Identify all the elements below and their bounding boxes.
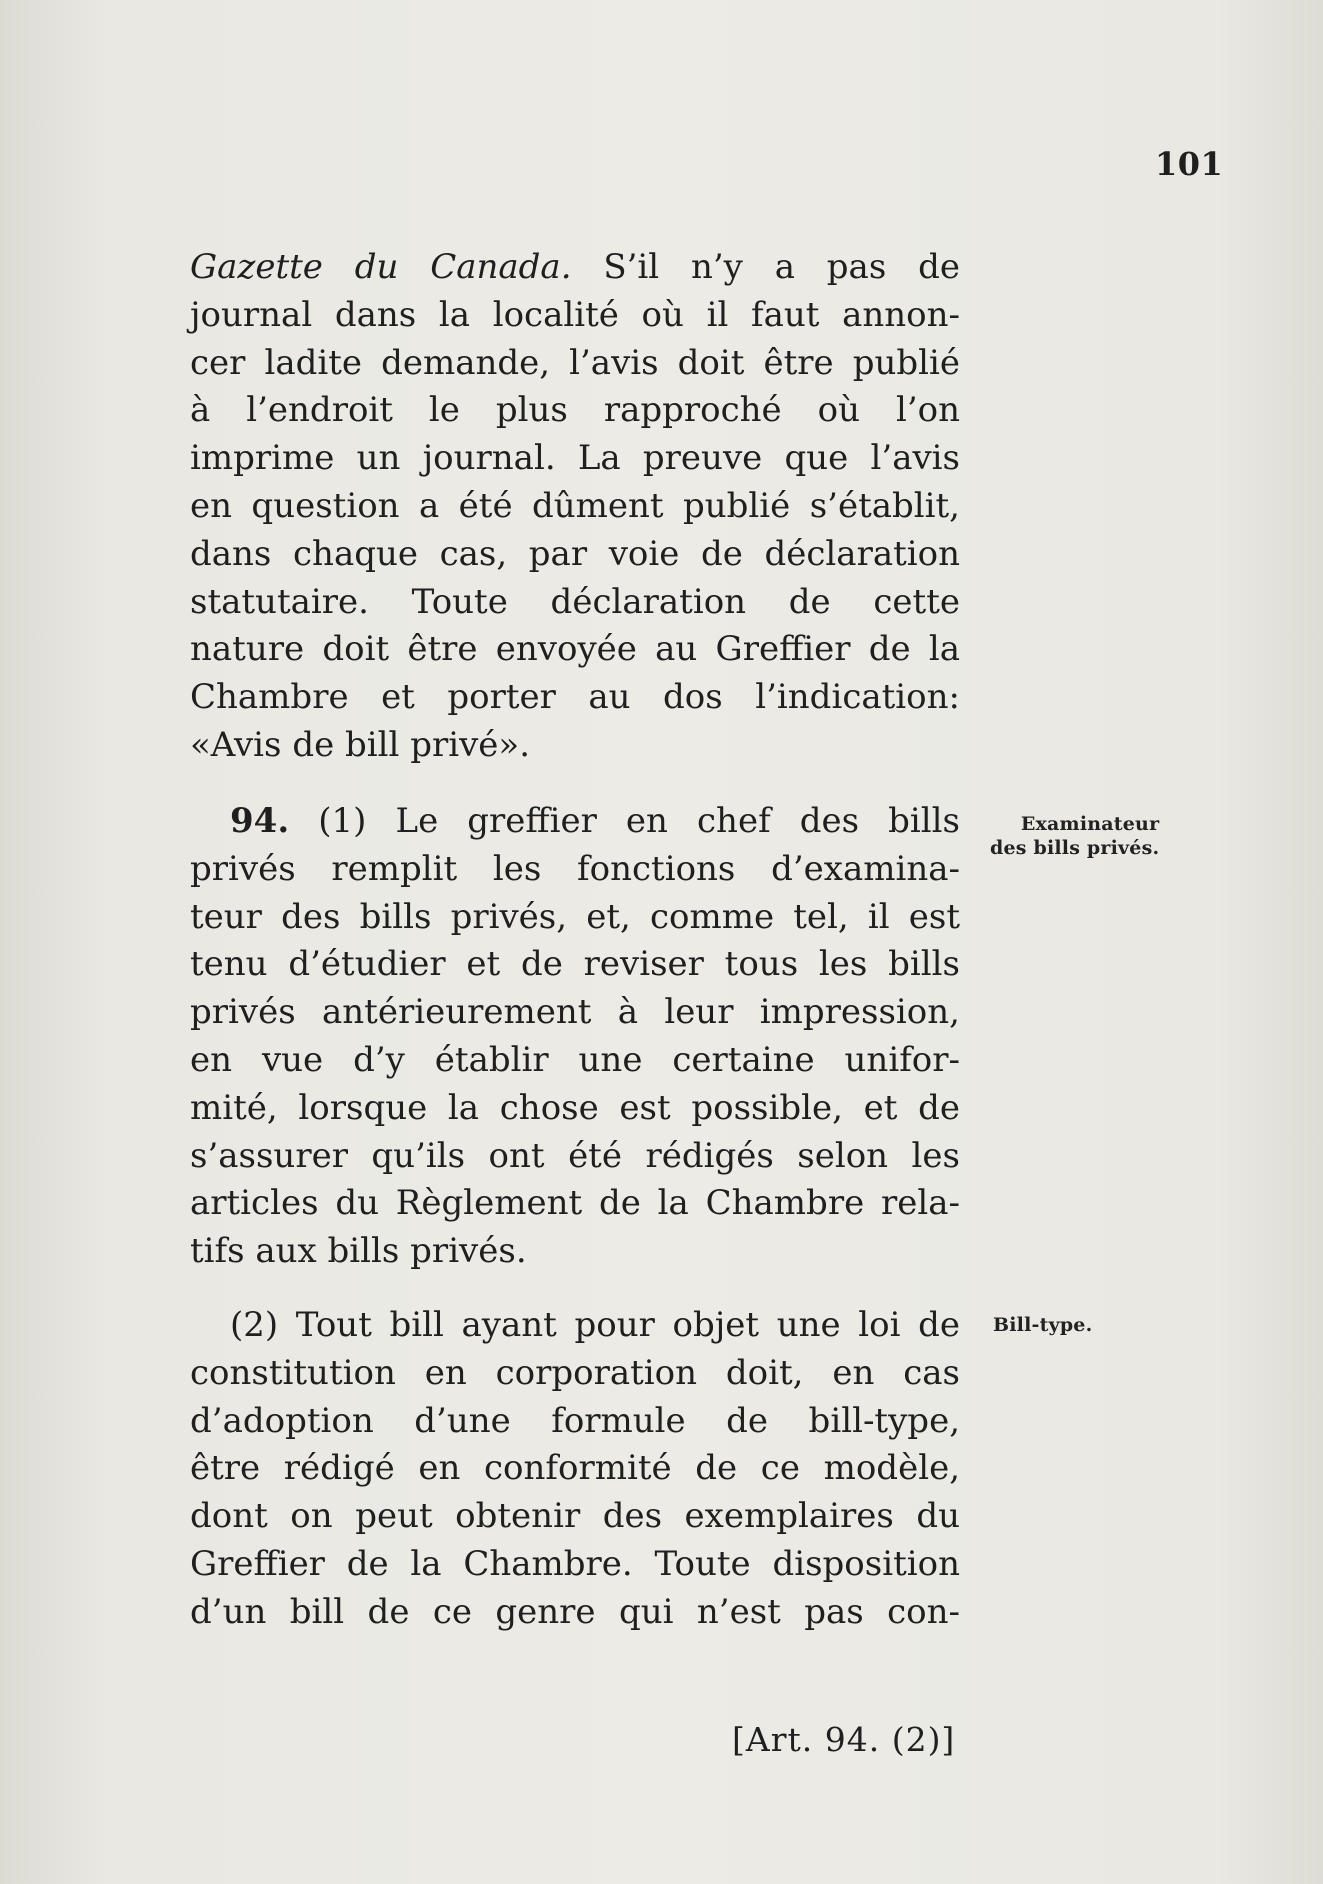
text-line: mité, lorsque la chose est possible, et de bbox=[190, 1087, 960, 1128]
text-line: tenu d’étudier et de reviser tous les bills bbox=[190, 944, 960, 985]
margin-note-line: des bills privés. bbox=[990, 837, 1160, 859]
text-line: journal dans la localité où il faut annon- bbox=[190, 294, 960, 335]
section-number: 94. bbox=[230, 801, 290, 841]
text-line: dont on peut obtenir des exemplaires du bbox=[190, 1496, 960, 1537]
text-line bbox=[190, 798, 960, 846]
text-line: Chambre et porter au dos l’indication: bbox=[190, 677, 960, 718]
text-line: d’un bill de ce genre qui n’est pas con- bbox=[190, 1591, 960, 1632]
text-line: Greffier de la Chambre. Toute disposition bbox=[190, 1543, 960, 1584]
text-line: articles du Règlement de la Chambre rela- bbox=[190, 1183, 960, 1224]
text-line: à l’endroit le plus rapproché où l’on bbox=[190, 390, 960, 431]
text-line: en question a été dûment publié s’établit, bbox=[190, 485, 960, 526]
text-line: nature doit être envoyée au Greffier de la bbox=[190, 629, 960, 670]
text-line: «Avis de bill privé». bbox=[190, 724, 531, 765]
text-line: tifs aux bills privés. bbox=[190, 1231, 527, 1272]
text-span: S’il n’y a pas de bbox=[571, 247, 960, 287]
text-line: s’assurer qu’ils ont été rédigés selon les bbox=[190, 1135, 960, 1176]
text-line bbox=[190, 244, 960, 292]
text-line: privés antérieurement à leur impression, bbox=[190, 992, 960, 1033]
text-line: teur des bills privés, et, comme tel, il est bbox=[190, 896, 960, 937]
text-line: imprime un journal. La preuve que l’avis bbox=[190, 438, 960, 479]
text-line: d’adoption d’une formule de bill-type, bbox=[190, 1400, 960, 1441]
text-span: (1) Le greffier en chef des bills bbox=[289, 801, 960, 841]
text-line: privés remplit les fonctions d’examina- bbox=[190, 848, 960, 889]
text-line: cer ladite demande, l’avis doit être publié bbox=[190, 342, 960, 383]
text-line: constitution en corporation doit, en cas bbox=[190, 1352, 960, 1393]
margin-note-line: Bill-type. bbox=[993, 1314, 1093, 1336]
section-94-1 bbox=[190, 798, 960, 1276]
margin-note-bill-type bbox=[993, 1313, 1092, 1337]
page-number: 101 bbox=[1155, 145, 1224, 183]
italic-title: Gazette du Canada. bbox=[190, 247, 572, 287]
section-94-2 bbox=[190, 1302, 960, 1637]
text-line: dans chaque cas, par voie de déclaration bbox=[190, 533, 960, 574]
paragraph-continuation bbox=[190, 244, 960, 770]
margin-note-examinateur bbox=[990, 812, 1159, 860]
text-line: statutaire. Toute déclaration de cette bbox=[190, 581, 960, 622]
margin-note-line: Examinateur bbox=[1020, 813, 1160, 835]
text-line: en vue d’y établir une certaine unifor- bbox=[190, 1039, 960, 1080]
footer-reference: [Art. 94. (2)] bbox=[732, 1720, 956, 1759]
text-line: être rédigé en conformité de ce modèle, bbox=[190, 1448, 960, 1489]
text-line: (2) Tout bill ayant pour objet une loi de bbox=[230, 1305, 960, 1345]
